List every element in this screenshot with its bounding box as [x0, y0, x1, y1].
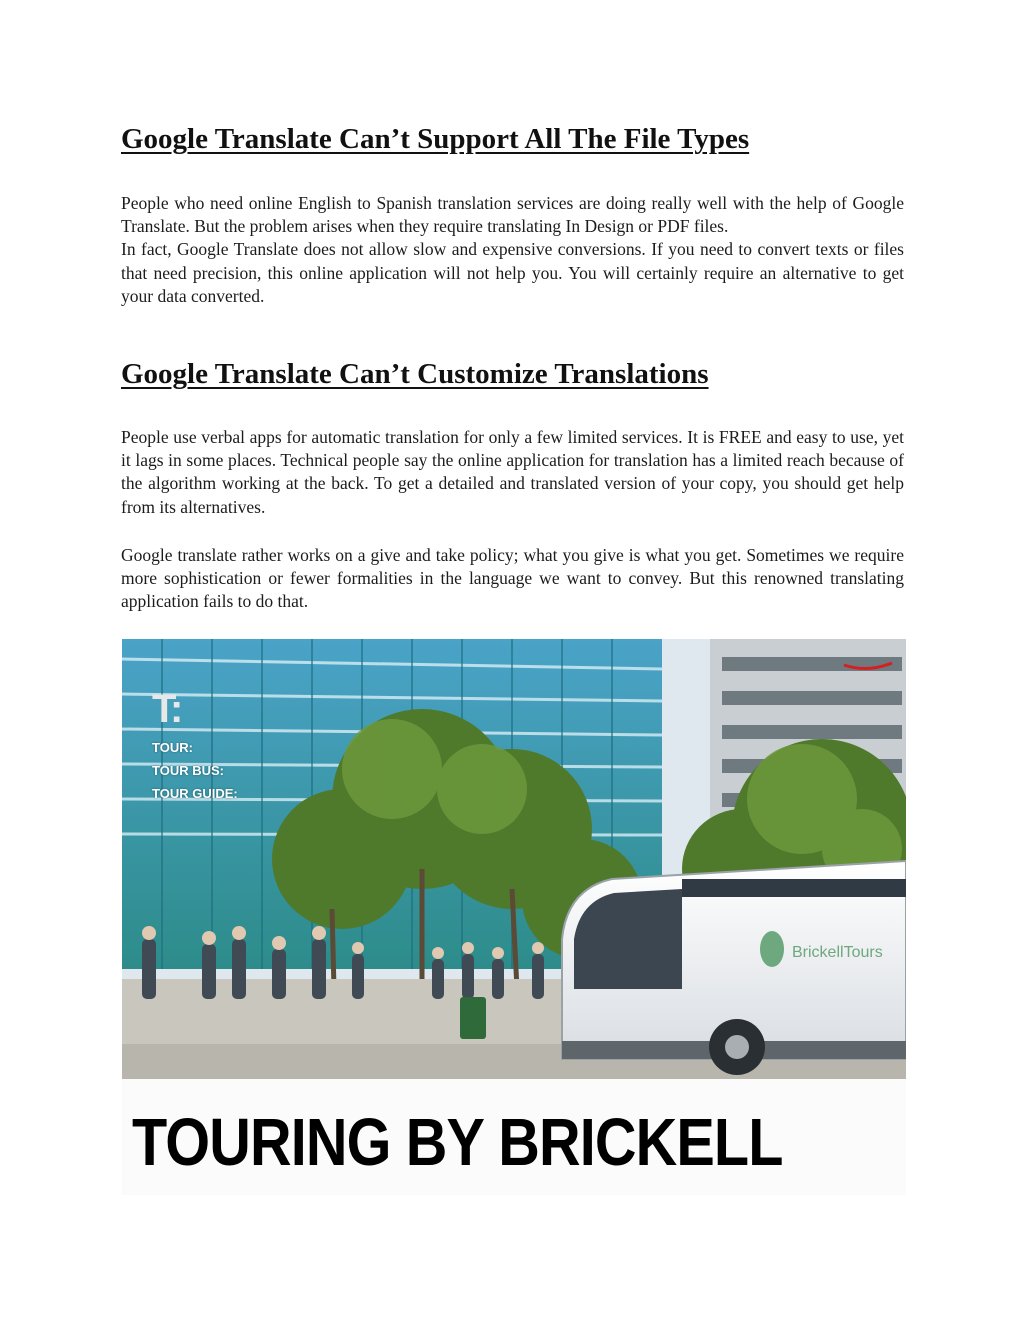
section-heading-customize: Google Translate Can’t Customize Translations [121, 358, 709, 390]
paragraph: People use verbal apps for automatic translation for only a few limited services. It is FREE and easy to use, yet it lags in some places. Technical people say the online application for translation has a limited reach because of the algorithm working at the back. To get a detailed and translated version of your copy, you should get help from its alternatives. [121, 427, 904, 517]
tour-logo: T: [152, 687, 182, 731]
tour-label: TOUR BUS: [152, 763, 224, 778]
paragraph: In fact, Google Translate does not allow slow and expensive conversions. If you need to convert texts or files that need precision, this online application will not help you. You will certainly require an alternative to get your data converted. [121, 239, 904, 306]
bus-brand: BrickellTours [792, 944, 883, 961]
section-heading-file-types: Google Translate Can’t Support All The File Types [121, 123, 750, 155]
tour-label: TOUR GUIDE: [152, 786, 238, 801]
tour-bus-photo [122, 639, 906, 1195]
tour-label: TOUR: [152, 740, 193, 755]
section-body-file-types [121, 192, 904, 308]
paragraph: People who need online English to Spanish translation services are doing really well with the help of Google Translate. But the problem arises when they require translating In Design or PDF files. [121, 193, 904, 237]
paragraph: Google translate rather works on a give and take policy; what you give is what you get. Sometimes we require more sophistication or fewer formalities in the language we want to convey. But this renowned translating application fails to do that. [121, 545, 904, 612]
photo-caption: TOURING BY BRICKELL [132, 1105, 783, 1180]
tour-labels [152, 736, 238, 805]
